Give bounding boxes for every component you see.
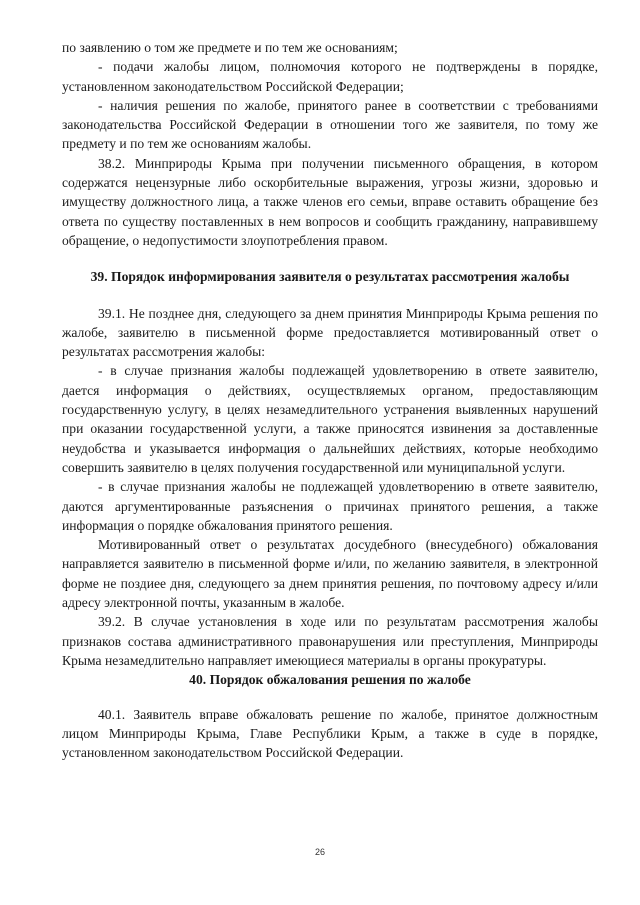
section-heading-40: 40. Порядок обжалования решения по жалобе — [189, 672, 471, 688]
paragraph-list-item-authority: - подачи жалобы лицом, полномочия которого не подтверждены в порядке, установленном законодательством Российской Федерации; — [62, 59, 598, 94]
paragraph-list-item-satisfied: - в случае признания жалобы подлежащей удовлетворению в ответе заявителю, дается информация о действиях, осуществляемых органом, предоставляющим государственную услугу, в целях незамедлительного устранения выявленных нарушений при оказании государственной услуги, а также приносятся извинения за доставленные неудобства и указывается информация о дальнейших действиях, которые необходимо совершить заявителю в целях получения государственной или муниципальной услуги. — [62, 363, 598, 475]
paragraph-motivated-answer: Мотивированный ответ о результатах досудебного (внесудебного) обжалования направляется заявителю в письменной форме и/или, по желанию заявителя, в электронной форме не поздиее дня, следующего за днем принятия решения, по почтовому адресу и/или адресу электронной почты, указанным в жалобе. — [62, 537, 598, 611]
document-page — [62, 38, 598, 762]
paragraph-38-2: 38.2. Минприроды Крыма при получении письменного обращения, в котором содержатся нецензурные либо оскорбительные выражения, угрозы жизни, здоровью и имуществу должностного лица, а также членов его семьи, вправе оставить обращение без ответа по существу поставленных в нем вопросов и сообщить гражданину, направившему обращение, о недопустимости злоупотребления правом. — [62, 155, 598, 248]
paragraph-40-1: 40.1. Заявитель вправе обжаловать решение по жалобе, принятое должностным лицом Минприроды Крыма, Главе Республики Крым, а также в суде в порядке, установленном законодательством Российской Федерации. — [62, 706, 598, 761]
paragraph-39-1: 39.1. Не позднее дня, следующего за днем принятия Минприроды Крыма решения по жалобе, заявителю в письменной форме предоставляется мотивированный ответ о результатах рассмотрения жалобы: — [62, 305, 598, 360]
section-heading-39: 39. Порядок информирования заявителя о результатах рассмотрения жалобы — [90, 269, 570, 285]
paragraph-list-item-prior-decision: - наличия решения по жалобе, принятого ранее в соответствии с требованиями законодательства Российской Федерации в отношении того же заявителя, по тому же предмету и по тем же основаниям жалобы. — [62, 97, 598, 152]
paragraph-list-item-not-satisfied: - в случае признания жалобы не подлежащей удовлетворению в ответе заявителю, даются аргументированные разъяснения о причинах принятого решения, а также информация о порядке обжалования принятого решения. — [62, 479, 598, 533]
paragraph-continuation: по заявлению о том же предмете и по тем же основаниям; — [62, 40, 398, 55]
page-number: 26 — [314, 847, 325, 857]
paragraph-39-2: 39.2. В случае установления в ходе или по результатам рассмотрения жалобы признаков состава административного правонарушения или преступления, Минприроды Крыма незамедлительно направляет имеющиеся материалы в органы прокуратуры. — [62, 614, 598, 668]
